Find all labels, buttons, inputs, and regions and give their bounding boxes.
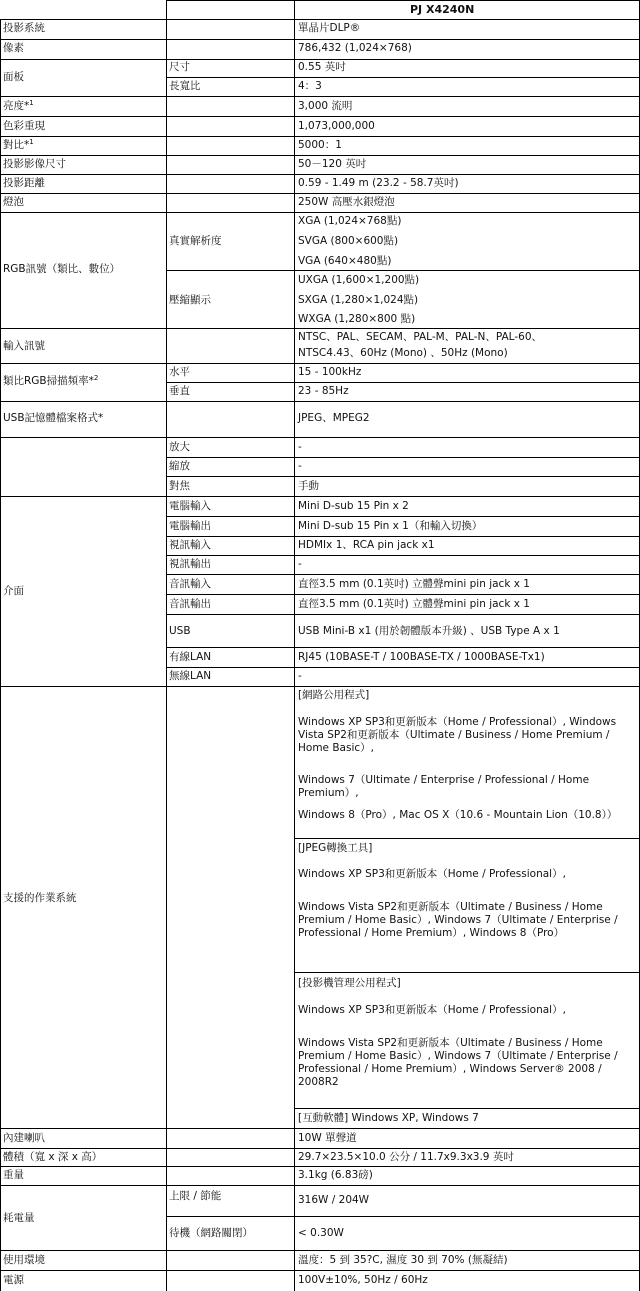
zoom-label: 放大: [169, 441, 190, 453]
os-jpeg-text: Windows Vista SP2和更新版本（Ultimate / Business / Home Premium / Home Basic）, Windows 7（Ultimate / Enterprise / Professional / Home Premium）, Windows 8（Pro）: [298, 901, 618, 939]
focus-label: 對焦: [169, 480, 190, 492]
rgb-comp-value: UXGA (1,600×1,200點): [298, 274, 420, 286]
rgb-comp-label: 壓縮顯示: [169, 294, 211, 306]
interface-item-label: 音訊輸入: [169, 578, 211, 590]
rgb-true-value: VGA (640×480點): [298, 255, 392, 267]
os-interactive-text: [互動軟體] Windows XP, Windows 7: [298, 1112, 479, 1124]
interface-item-value: Mini D-sub 15 Pin x 2: [298, 500, 409, 512]
power-max-value: 316W / 204W: [298, 1194, 370, 1206]
pixels-label: 像素: [3, 42, 24, 54]
rgb-true-value: SVGA (800×600點): [298, 235, 399, 247]
interface-item-value: Mini D-sub 15 Pin x 1（和輸入切換）: [298, 520, 483, 532]
image-size-value: 50－120 英吋: [298, 158, 367, 170]
interface-item-label: 視訊輸入: [169, 539, 211, 551]
shrink-value: -: [298, 460, 302, 472]
power-source-label: 電源: [3, 1274, 24, 1286]
os-network-text: Windows 8（Pro）, Mac OS X（10.6 - Mountain Lion（10.8））: [298, 809, 618, 821]
interface-item-label: 無線LAN: [169, 670, 212, 682]
interface-item-value: -: [298, 670, 302, 682]
interface-item-label: 電腦輸出: [169, 520, 211, 532]
input-signal-label: 輸入訊號: [3, 340, 45, 352]
panel-size-label: 尺寸: [169, 61, 190, 73]
os-network-title: [網路公用程式]: [298, 689, 370, 701]
scan-v-value: 23 - 85Hz: [298, 385, 349, 397]
weight-label: 重量: [3, 1169, 24, 1181]
scan-v-label: 垂直: [169, 385, 190, 397]
distance-label: 投影距離: [3, 177, 45, 189]
speaker-label: 內建喇叭: [3, 1132, 45, 1144]
panel-size-value: 0.55 英吋: [298, 61, 346, 73]
color-value: 1,073,000,000: [298, 120, 375, 132]
usb-format-value: JPEG、MPEG2: [298, 412, 370, 424]
interface-item-value: HDMIx 1、RCA pin jack x1: [298, 539, 435, 551]
scan-footnote: 2: [93, 374, 99, 382]
rgb-comp-value: WXGA (1,280×800 點): [298, 313, 416, 325]
interface-label: 介面: [3, 585, 24, 597]
pixels-value: 786,432 (1,024×768): [298, 42, 412, 54]
rgb-true-value: XGA (1,024×768點): [298, 215, 402, 227]
panel-label: 面板: [3, 71, 24, 83]
interface-item-value: 直徑3.5 mm (0.1英吋) 立體聲mini pin jack x 1: [298, 578, 530, 590]
power-standby-value: < 0.30W: [298, 1227, 344, 1239]
input-signal-value: NTSC、PAL、SECAM、PAL-M、PAL-N、PAL-60、: [298, 331, 542, 343]
focus-value: 手動: [298, 480, 319, 492]
dimensions-label: 體積（寬 x 深 x 高）: [3, 1151, 103, 1163]
interface-item-label: 有線LAN: [169, 651, 212, 663]
zoom-value: -: [298, 441, 302, 453]
os-jpeg-text: Windows XP SP3和更新版本（Home / Professional）,: [298, 868, 566, 880]
interface-item-label: 電腦輸入: [169, 500, 211, 512]
os-network-text: Windows XP SP3和更新版本（Home / Professional）, Windows Vista SP2和更新版本（Ultimate / Business / Home Premium / Home Basic）,: [298, 716, 617, 754]
distance-value: 0.59 - 1.49 m (23.2 - 58.7英吋): [298, 177, 459, 189]
lamp-label: 燈泡: [3, 196, 24, 208]
rgb-label: RGB訊號（類比、數位）: [3, 263, 121, 275]
os-network-text: Windows 7（Ultimate / Enterprise / Professional / Home Premium）,: [298, 774, 590, 799]
os-jpeg-title: [JPEG轉換工具]: [298, 842, 373, 854]
shrink-label: 縮放: [169, 460, 190, 472]
panel-aspect-value: 4：3: [298, 80, 322, 92]
color-label: 色彩重現: [3, 120, 45, 132]
interface-item-value: -: [298, 558, 302, 570]
environment-value: 溫度：5 到 35?C, 濕度 30 到 70% (無凝結): [298, 1254, 508, 1266]
power-consumption-label: 耗電量: [3, 1212, 35, 1224]
power-source-value: 100V±10%, 50Hz / 60Hz: [298, 1274, 428, 1286]
weight-value: 3.1kg (6.83磅): [298, 1169, 373, 1181]
rgb-comp-value: SXGA (1,280×1,024點): [298, 294, 419, 306]
interface-item-label: 視訊輸出: [169, 558, 211, 570]
brightness-footnote: 1: [29, 99, 34, 107]
projection-system-label: 投影系統: [3, 22, 45, 34]
interface-item-value: 直徑3.5 mm (0.1英吋) 立體聲mini pin jack x 1: [298, 598, 530, 610]
usb-format-label: USB記憶體檔案格式*: [3, 412, 104, 424]
environment-label: 使用環境: [3, 1254, 45, 1266]
power-standby-label: 待機（網路關閉）: [169, 1227, 253, 1239]
model-name-header: PJ X4240N: [410, 3, 475, 16]
speaker-value: 10W 單聲道: [298, 1132, 357, 1144]
power-max-label: 上限 / 節能: [169, 1190, 222, 1202]
os-mgmt-text: Windows XP SP3和更新版本（Home / Professional）,: [298, 1004, 566, 1016]
rgb-true-label: 真實解析度: [169, 235, 222, 247]
interface-item-label: USB: [169, 625, 191, 637]
lamp-value: 250W 高壓水銀燈泡: [298, 196, 395, 208]
os-mgmt-title: [投影機管理公用程式]: [298, 977, 401, 989]
interface-item-value: RJ45 (10BASE-T / 100BASE-TX / 1000BASE-Tx1): [298, 651, 545, 663]
image-size-label: 投影影像尺寸: [3, 158, 66, 170]
interface-item-label: 音訊輸出: [169, 598, 211, 610]
scan-label: 類比RGB掃描頻率*$^2$: [3, 374, 99, 387]
input-signal-value: NTSC4.43、60Hz (Mono) 、50Hz (Mono): [298, 347, 508, 359]
brightness-value: 3,000 流明: [298, 100, 353, 112]
contrast-value: 5000：1: [298, 139, 342, 151]
projection-system-value: 單晶片DLP®: [298, 22, 361, 34]
os-mgmt-text: Windows Vista SP2和更新版本（Ultimate / Business / Home Premium / Home Basic）, Windows 7（Ultimate / Enterprise / Professional / Home Premium）, Windows Server® 2008 / 2008R2: [298, 1037, 618, 1088]
dimensions-value: 29.7×23.5×10.0 公分 / 11.7x9.3x3.9 英吋: [298, 1151, 514, 1163]
brightness-label: 亮度*$^1$: [3, 99, 34, 112]
contrast-label: 對比*$^1$: [3, 138, 34, 151]
scan-h-label: 水平: [169, 366, 190, 378]
panel-aspect-label: 長寬比: [169, 80, 201, 92]
contrast-footnote: 1: [29, 138, 34, 146]
scan-h-value: 15 - 100kHz: [298, 366, 362, 378]
interface-item-value: USB Mini-B x1 (用於韌體版本升級) 、USB Type A x 1: [298, 625, 560, 637]
os-label: 支援的作業系統: [3, 892, 77, 904]
